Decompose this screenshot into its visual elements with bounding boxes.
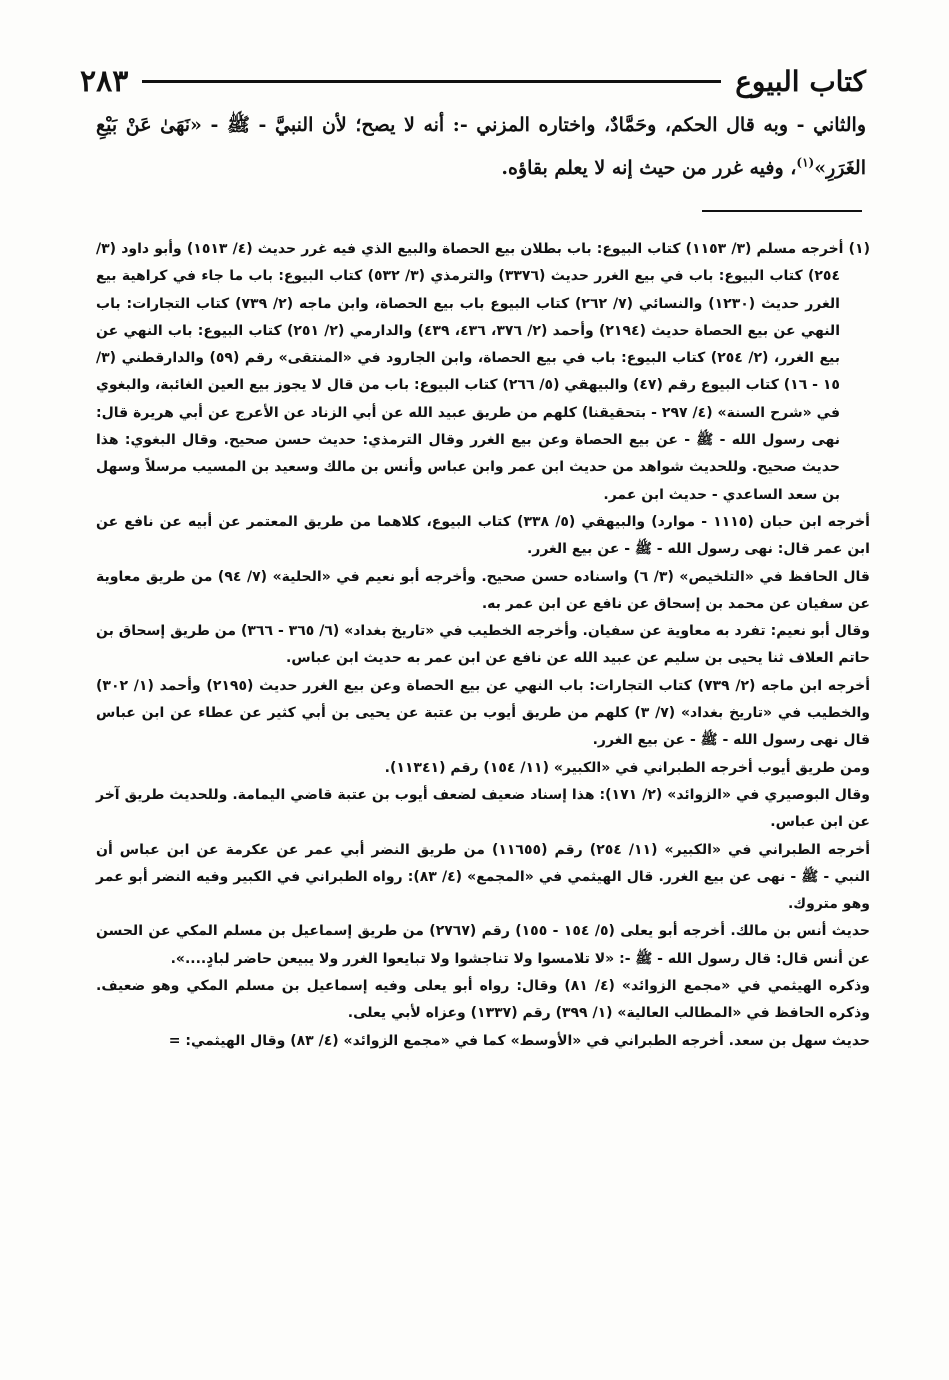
footnote-paragraph: وقال البوصيري في «الزوائد» (٢/ ١٧١): هذا إسناد ضعيف لضعف أيوب بن عتبة قاضي اليمامة. وللحديث طريق آخر عن ابن عباس. bbox=[96, 786, 870, 831]
footnote-paragraph: (١) أخرجه مسلم (٣/ ١١٥٣) كتاب البيوع: باب بطلان بيع الحصاة والبيع الذي فيه غرر حديث (٤/ ١٥١٣) وأبو داود (٣/ ٢٥٤) كتاب البيوع: باب في بيع الغرر حديث (٣٣٧٦) والترمذي (٣/ ٥٣٢) كتاب البيوع: باب ما جاء في كراهية بيع الغرر حديث (١٢٣٠) والنسائي (٧/ ٢٦٢) كتاب البيوع باب بيع الحصاة، وابن ماجه (٢/ ٧٣٩) كتاب التجارات: باب النهي عن بيع الحصاة حديث (٢١٩٤) وأحمد (٢/ ٣٧٦، ٤٣٦، ٤٣٩) والدارمي (٢/ ٢٥١) كتاب البيوع: باب النهي عن بيع الغرر، (٢/ ٢٥٤) كتاب البيوع: باب في بيع الحصاة، وابن الجارود في «المنتقى» رقم (٥٩) والدارقطني (٣/ ١٥ - ١٦) كتاب البيوع رقم (٤٧) والبيهقي (٥/ ٢٦٦) كتاب البيوع: باب من قال لا يجوز بيع العين الغائبة، والبغوي في «شرح السنة» (٤/ ٢٩٧ - بتحقيقنا) كلهم من طريق عبيد الله عن أبي الزناد عن الأعرج عن أبي هريرة قال: نهى رسول الله - ﷺ - عن بيع الحصاة وعن بيع الغرر وقال الترمذي: حديث حسن صحيح. وقال البغوي: هذا حديث صحيح. وللحديث شواهد من حديث ابن عمر وابن عباس وأنس بن مالك وسعيد بن المسيب مرسلاً وسهل بن سعد الساعدي - حديث ابن عمر. bbox=[96, 241, 870, 503]
page-number: ٢٨٣ bbox=[80, 63, 129, 99]
footnote-paragraph: قال الحافظ في «التلخيص» (٣/ ٦) واسناده حسن صحيح. وأخرجه أبو نعيم في «الحلية» (٧/ ٩٤) من طريق معاوية عن سفيان عن محمد بن إسحاق عن نافع عن ابن عمر به. bbox=[96, 568, 870, 612]
footnote-paragraph: أخرجه ابن ماجه (٢/ ٧٣٩) كتاب التجارات: باب النهي عن بيع الحصاة وعن بيع الغرر حديث (٢١٩٥) وأحمد (١/ ٣٠٢) والخطيب في «تاريخ بغداد» (٧/ ٣) كلهم من طريق أيوب بن عتبة عن يحيى بن أبي كثير عن عطاء عن ابن عباس قال نهى رسول الله - ﷺ - عن بيع الغرر. bbox=[96, 677, 871, 749]
footnote-paragraph: أخرجه الطبراني في «الكبير» (١١/ ٢٥٤) رقم (١١٦٥٥) من طريق النضر أبي عمر عن عكرمة عن ابن عباس أن النبي - ﷺ - نهى عن بيع الغرر. قال الهيثمي في «المجمع» (٤/ ٨٣): رواه الطبراني في الكبير وفيه النضر أبو عمر وهو متروك. bbox=[96, 841, 870, 913]
footnote-paragraph: ومن طريق أيوب أخرجه الطبراني في «الكبير» (١١/ ١٥٤) رقم (١١٣٤١). bbox=[384, 759, 870, 776]
footnote-paragraph: أخرجه ابن حبان (١١١٥ - موارد) والبيهقي (٥/ ٣٣٨) كتاب البيوع، كلاهما من طريق المعتمر عن أبيه عن نافع عن ابن عمر قال: نهى رسول الله - ﷺ - عن بيع الغرر. bbox=[96, 513, 870, 558]
main-paragraph bbox=[96, 104, 866, 190]
main-text-after-ref: ، وفيه غرر من حيث إنه لا يعلم بقاؤه. bbox=[501, 157, 797, 179]
footnote-paragraph: حديث سهل بن سعد. أخرجه الطبراني في «الأوسط» كما في «مجمع الزوائد» (٤/ ٨٣) وقال الهيثمي: = bbox=[168, 1032, 870, 1049]
footnote-reference[interactable]: (١) bbox=[796, 155, 815, 170]
main-text bbox=[96, 104, 866, 190]
footnote-paragraph: وقال أبو نعيم: تفرد به معاوية عن سفيان. وأخرجه الخطيب في «تاريخ بغداد» (٦/ ٣٦٥ - ٣٦٦) من طريق إسحاق بن حاتم العلاف ثنا يحيى بن سليم عن عبيد الله عن نافع عن ابن عمر به حديث ابن عباس. bbox=[96, 623, 870, 667]
footnote-paragraph: وذكره الهيثمي في «مجمع الزوائد» (٤/ ٨١) وقال: رواه أبو يعلى وفيه إسماعيل بن مسلم المكي وهو ضعيف. وذكره الحافظ في «المطالب العالية» (١/ ٣٩٩) رقم (١٣٣٧) وعزاه لأبي يعلى. bbox=[96, 978, 870, 1022]
footnote-paragraph: حديث أنس بن مالك. أخرجه أبو يعلى (٥/ ١٥٤ - ١٥٥) رقم (٢٧٦٧) من طريق إسماعيل بن مسلم المكي عن الحسن عن أنس قال: قال رسول الله - ﷺ -: «لا تلامسوا ولا تناجشوا ولا تبايعوا الغرر ولا يبيعن حاضر لبادٍ....». bbox=[96, 923, 870, 967]
running-title: كتاب البيوع bbox=[735, 64, 866, 98]
footnotes bbox=[96, 236, 870, 1055]
header-rule bbox=[142, 80, 721, 83]
page-header bbox=[80, 58, 866, 104]
main-text-before-ref: والثاني - وبه قال الحكم، وحَمَّادٌ، واختاره المزني -: أنه لا يصح؛ لأن النبيَّ - ﷺ - «نَهَىٰ عَنْ بَيْعِ الغَرَرِ» bbox=[96, 114, 866, 179]
footnote-separator bbox=[702, 210, 862, 212]
